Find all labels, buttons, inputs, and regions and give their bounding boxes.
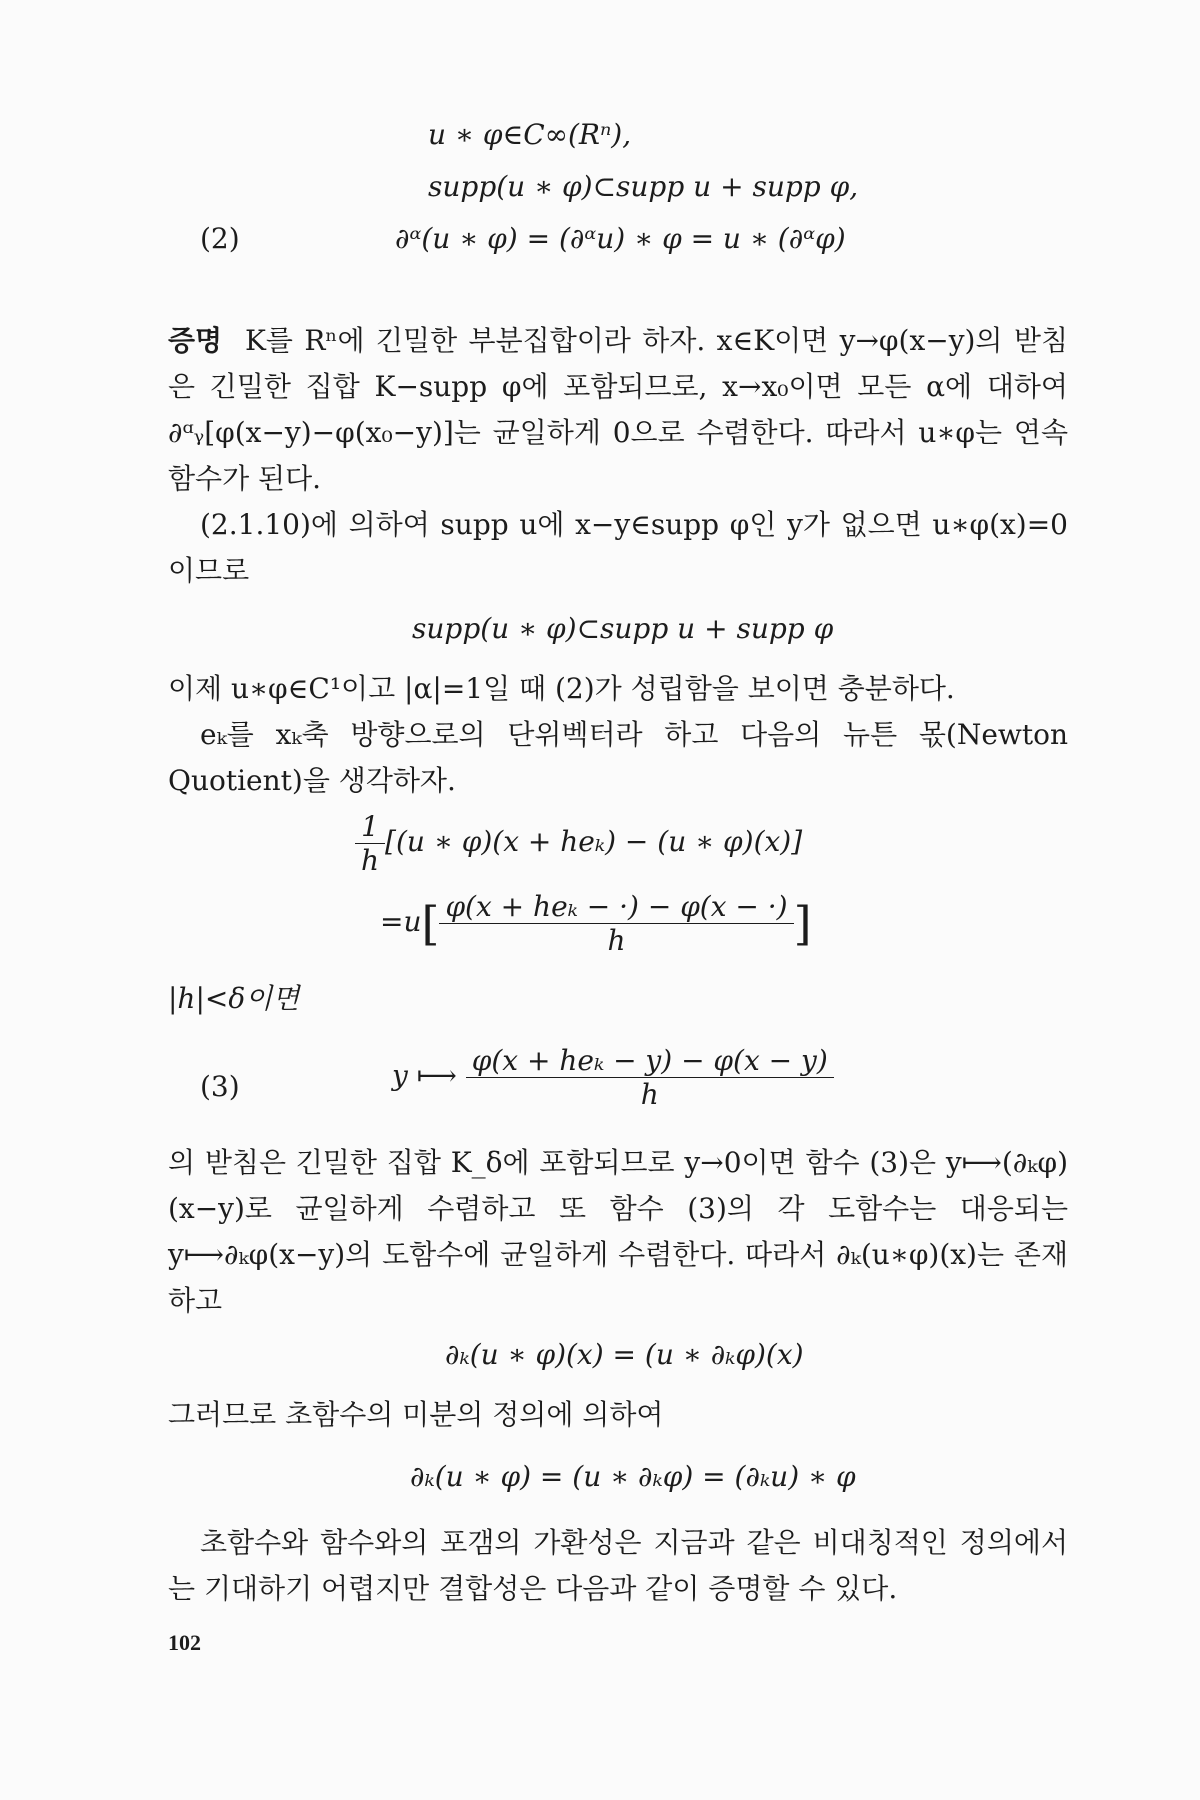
sufficiency-text: 이제 u∗φ∈C¹이고 |α|=1일 때 (2)가 성립함을 보이면 충분하다. (168, 672, 955, 705)
fraction-difference-quotient (466, 1044, 834, 1111)
newton-quotient-line-1 (355, 810, 802, 877)
proof-label: 증명 (168, 324, 223, 357)
maps-to: y ⟼ (392, 1059, 457, 1092)
definition-paragraph (168, 1392, 1068, 1438)
equation-line-2: supp(u ∗ φ)⊂supp u + supp φ, (428, 170, 859, 203)
proof-paragraph (168, 318, 1068, 502)
fraction-numerator: φ(x + heₖ − y) − φ(x − y) (466, 1044, 834, 1078)
definition-text: 그러므로 초함수의 미분의 정의에 의하여 (168, 1398, 664, 1431)
associativity-paragraph (168, 1520, 1068, 1612)
newton-quotient-paragraph (168, 712, 1068, 804)
associativity-text: 초함수와 함수와의 포갬의 가환성은 지금과 같은 비대칭적인 정의에서는 기대하기 어렵지만 결합성은 다음과 같이 증명할 수 있다. (168, 1526, 1068, 1605)
convergence-text: 의 받침은 긴밀한 집합 K_δ에 포함되므로 y→0이면 함수 (3)은 y⟼(∂ₖφ)(x−y)로 균일하게 수렴하고 또 함수 (3)의 각 도함수는 대응되는 y⟼∂ₖφ(x−y)의 도함수에 균일하게 수렴한다. 따라서 ∂ₖ(u∗φ)(x)는 존재하고 (168, 1146, 1068, 1317)
sufficiency-paragraph (168, 666, 1068, 712)
equation-number-3: (3) (200, 1070, 240, 1103)
convergence-paragraph (168, 1140, 1068, 1324)
proof-text: K를 Rⁿ에 긴밀한 부분집합이라 하자. x∈K이면 y→φ(x−y)의 받침은 긴밀한 집합 K−supp φ에 포함되므로, x→x₀이면 모든 α에 대하여 ∂ᵅᵧ[φ(x−y)−φ(x₀−y)]는 균일하게 0으로 수렴한다. 따라서 u∗φ는 연속함수가 된다. (168, 324, 1068, 495)
fraction-numerator: 1 (355, 810, 385, 844)
delta-condition-paragraph (168, 976, 1068, 1022)
newton-quotient-bracket: [(u ∗ φ)(x + heₖ) − (u ∗ φ)(x)] (385, 825, 803, 858)
fraction-denominator: h (640, 1078, 659, 1111)
derivative-equation-2: ∂ₖ(u ∗ φ) = (u ∗ ∂ₖφ) = (∂ₖu) ∗ φ (410, 1460, 856, 1493)
fraction-denominator: h (361, 844, 380, 877)
fraction-numerator: φ(x + heₖ − ·) − φ(x − ·) (439, 890, 793, 924)
support-text: (2.1.10)에 의하여 supp u에 x−y∈supp φ인 y가 없으면 u∗φ(x)=0이므로 (168, 508, 1068, 587)
equation-number-2: (2) (200, 222, 240, 255)
newton-quotient-line-2: =u[ $\frac{\text{φ(x + heₖ − ·) − φ(x − ·)}}{h}$ ] (380, 890, 812, 957)
delta-condition-text: |h|<δ이면 (168, 982, 300, 1015)
page-number: 102 (168, 1630, 201, 1655)
fraction-quotient (439, 890, 793, 957)
equation-line-3: ∂ᵅ(u ∗ φ) = (∂ᵅu) ∗ φ = u ∗ (∂ᵅφ) (395, 222, 846, 255)
fraction-1-over-h (355, 810, 385, 877)
derivative-equation-1: ∂ₖ(u ∗ φ)(x) = (u ∗ ∂ₖφ)(x) (445, 1338, 804, 1371)
newton-quotient-text: eₖ를 xₖ축 방향으로의 단위벡터라 하고 다음의 뉴튼 몫(Newton Quotient)을 생각하자. (168, 718, 1068, 797)
support-paragraph (168, 502, 1068, 594)
equation-3 (392, 1044, 834, 1111)
support-equation: supp(u ∗ φ)⊂supp u + supp φ (412, 612, 834, 645)
eq-u: =u (380, 905, 422, 938)
equation-line-1: u ∗ φ∈C∞(Rⁿ), (428, 118, 632, 151)
fraction-denominator: h (607, 924, 626, 957)
